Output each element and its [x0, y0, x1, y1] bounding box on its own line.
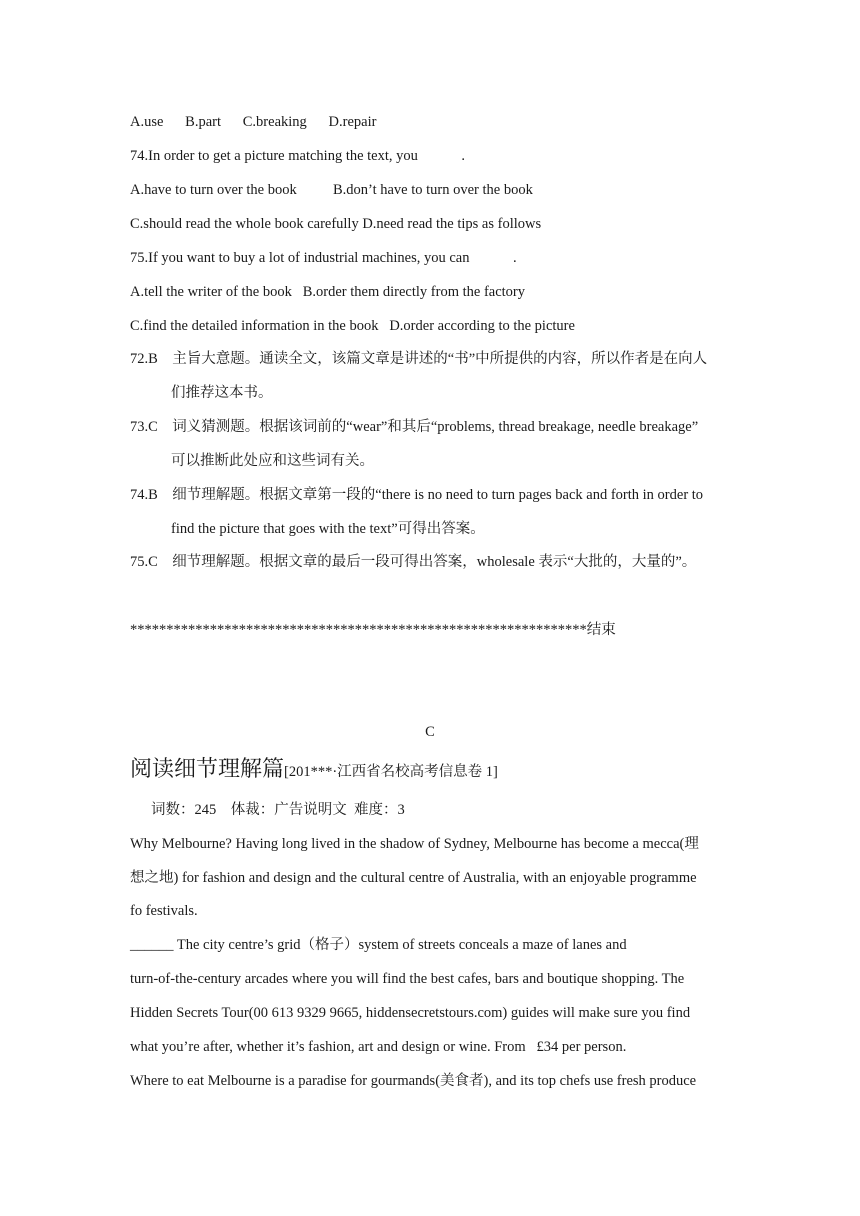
q74-options-cd: C.should read the whole book carefully D.need read the tips as follows	[130, 216, 542, 232]
answer-75-line1: 75.C 细节理解题。根据文章的最后一段可得出答案，wholesale 表示“大批的，大量的”。	[130, 554, 697, 570]
section-heading-title: 阅读细节理解篇	[130, 757, 285, 782]
q74-stem: 74.In order to get a picture matching the text, you .	[130, 148, 466, 164]
q74-options-ab: A.have to turn over the book B.don’t have to turn over the book	[130, 182, 533, 198]
paragraph-2-line1: ______ The city centre’s grid（格子）system of streets conceals a maze of lanes and	[130, 937, 627, 953]
q73-options: A.use B.part C.breaking D.repair	[130, 114, 377, 130]
answer-74-line1: 74.B 细节理解题。根据文章第一段的“there is no need to turn pages back and forth in order to	[130, 487, 704, 503]
section-letter: C	[425, 724, 435, 740]
answer-72-line2: 们推荐这本书。	[171, 385, 273, 401]
paragraph-2-line3: Hidden Secrets Tour(00 613 9329 9665, hiddensecretstours.com) guides will make sure you find	[130, 1005, 691, 1021]
paragraph-2-line2: turn-of-the-century arcades where you will find the best cafes, bars and boutique shopping. The	[130, 971, 685, 987]
answer-74-line2: find the picture that goes with the text”可得出答案。	[171, 521, 485, 537]
paragraph-2-line4: what you’re after, whether it’s fashion, art and design or wine. From £34 per person.	[130, 1039, 627, 1055]
paragraph-3-line1: Where to eat Melbourne is a paradise for gourmands(美食者), and its top chefs use fresh produce	[130, 1073, 697, 1089]
end-separator: ***************************************************************结束	[130, 622, 616, 638]
section-heading-source: [201***·江西省名校高考信息卷 1]	[284, 764, 498, 780]
section-heading	[130, 756, 498, 786]
answer-73-line1: 73.C 词义猜测题。根据该词前的“wear”和其后“problems, thread breakage, needle breakage”	[130, 419, 699, 435]
paragraph-1-line2: 想之地) for fashion and design and the cultural centre of Australia, with an enjoyable programme	[130, 870, 697, 886]
answer-72-line1: 72.B 主旨大意题。通读全文，该篇文章是讲述的“书”中所提供的内容，所以作者是在向人	[130, 351, 708, 367]
q75-stem: 75.If you want to buy a lot of industrial machines, you can .	[130, 250, 517, 266]
section-meta: 词数：245 体裁：广告说明文 难度：3	[151, 802, 405, 818]
paragraph-1-line1: Why Melbourne? Having long lived in the shadow of Sydney, Melbourne has become a mecca(理	[130, 836, 699, 852]
q75-options-cd: C.find the detailed information in the book D.order according to the picture	[130, 318, 575, 334]
paragraph-1-line3: fo festivals.	[130, 903, 198, 919]
q75-options-ab: A.tell the writer of the book B.order them directly from the factory	[130, 284, 525, 300]
answer-73-line2: 可以推断此处应和这些词有关。	[171, 453, 374, 469]
